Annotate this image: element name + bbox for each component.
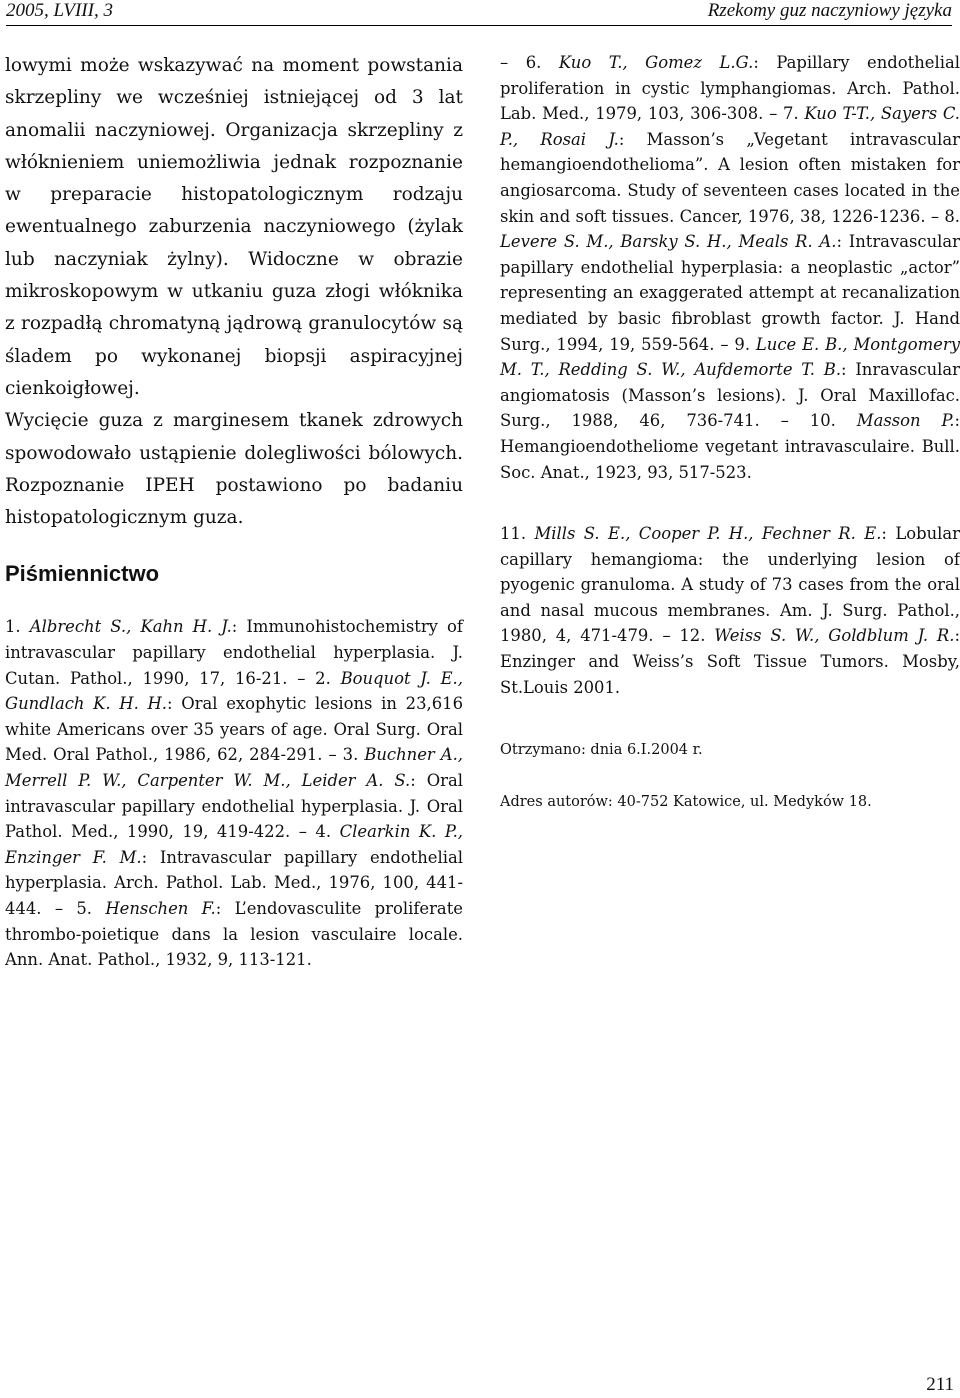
reference-list-right bbox=[500, 50, 960, 700]
reference-text: : Lobular capillary hemangioma: the underlying lesion of pyogenic granuloma. A study of 73 cases from the oral and nasal mucous membranes. Am. J. Surg. Pathol., 1980, 4, 471-479. bbox=[500, 524, 960, 646]
reference-number: – 6. bbox=[500, 53, 542, 72]
reference-block bbox=[500, 50, 960, 485]
body-paragraph: lowymi może wskazywać na moment powstania skrzepliny we wcześniej istniejącej od 3 lat anomalii naczyniowej. Organizacja skrzepliny z włóknieniem uniemożliwia jednak rozpoznanie w preparacie histopatologicznym rodzaju ewentualnego zaburzenia naczyniowego (żylak lub naczyniak żylny). Widoczne w obrazie mikroskopowym w utkaniu guza złogi włóknika z rozpadłą chromatyną jądrową granulocytów są śladem po wykonanej biopsji aspiracyjnej cienkoigłowej. bbox=[5, 55, 463, 399]
reference-block bbox=[500, 521, 960, 700]
reference-authors: Clearkin K. P., Enzinger F. M. bbox=[5, 822, 463, 867]
reference-number: – 7. bbox=[763, 104, 799, 124]
reference-authors: Buchner A., Merrell P. W., Carpenter W. M., Leider A. S. bbox=[5, 745, 463, 791]
article-short-title: Rzekomy guz naczyniowy języka bbox=[707, 0, 952, 21]
reference-authors: Bouquot J. E., Gundlach K. H. H. bbox=[5, 668, 463, 714]
reference-text: : Intravascular papillary endothelial hyperplasia. Arch. Pathol. Lab. Med., 1976, 100, 441-444. bbox=[5, 847, 463, 918]
body-text bbox=[5, 50, 463, 534]
reference-text: : Oral intravascular papillary endothelial hyperplasia. J. Oral Pathol. Med., 1990, 19, 419-422. bbox=[5, 771, 463, 842]
reference-block bbox=[5, 614, 463, 972]
reference-text: : Oral exophytic lesions in 23,616 white Americans over 35 years of age. Oral Surg. Oral Med. Oral Pathol., 1986, 62, 284-291. bbox=[5, 694, 463, 765]
reference-text: : L’endovasculite proliferate thrombo-poietique dans la lesion vasculaire locale. Ann. Anat. Pathol., 1932, 9, 113-121. bbox=[5, 898, 463, 970]
reference-text: : Papillary endothelial proliferation in cystic lymphangiomas. Arch. Pathol. Lab. Med., 1979, 103, 306-308. bbox=[500, 53, 960, 124]
reference-number: – 8. bbox=[925, 206, 960, 226]
reference-authors: Weiss S. W., Goldblum J. R. bbox=[714, 626, 955, 646]
reference-number: 1. bbox=[5, 617, 21, 637]
reference-text: : Masson’s „Vegetant intravascular hemangioendothelioma”. A lesion often mistaken for angiosarcoma. Study of seventeen cases located in the skin and soft tissues. Cancer, 1976, 38, 1226-1236. bbox=[500, 129, 960, 226]
reference-number: 11. bbox=[500, 524, 527, 544]
header-rule bbox=[6, 25, 952, 26]
reference-authors: Albrecht S., Kahn H. J. bbox=[29, 617, 232, 637]
body-paragraph: Wycięcie guza z marginesem tkanek zdrowych spowodowało ustąpienie dolegliwości bólowych. Rozpoznanie IPEH postawiono po badaniu histopatologicznym guza. bbox=[5, 410, 463, 529]
reference-number: – 3. bbox=[322, 745, 359, 765]
references-heading: Piśmiennictwo bbox=[5, 561, 160, 587]
reference-number: – 10. bbox=[759, 411, 836, 431]
reference-authors: Masson P. bbox=[856, 411, 955, 431]
reference-text: : Enzinger and Weiss’s Soft Tissue Tumors. Mosby, St.Louis 2001. bbox=[500, 626, 960, 697]
reference-text: : Intravascular papillary endothelial hyperplasia: a neoplastic „actor” representing an exaggerated attempt at recanalization mediated by basic fibroblast growth factor. J. Hand Surg., 1994, 19, 559-564. bbox=[500, 232, 960, 354]
left-column bbox=[5, 50, 463, 973]
reference-number: – 2. bbox=[287, 668, 331, 688]
reference-authors: Luce E. B., Montgomery M. T., Redding S. W., Aufdemorte T. B. bbox=[500, 334, 960, 380]
running-header bbox=[6, 0, 952, 30]
received-date: Otrzymano: dnia 6.I.2004 r. bbox=[500, 742, 703, 759]
reference-authors: Kuo T., Gomez L.G. bbox=[558, 53, 754, 72]
reference-text: : Immunohistochemistry of intravascular papillary endothelial hyperplasia. J. Cutan. Pathol., 1990, 17, 16-21. bbox=[5, 617, 463, 688]
reference-authors: Mills S. E., Cooper P. H., Fechner R. E. bbox=[534, 524, 882, 544]
reference-number: – 9. bbox=[714, 334, 751, 354]
reference-number: – 4. bbox=[290, 822, 332, 842]
page-number: 211 bbox=[926, 1374, 954, 1395]
right-column bbox=[500, 50, 960, 810]
journal-issue: 2005, LVIII, 3 bbox=[6, 0, 113, 21]
author-address: Adres autorów: 40-752 Katowice, ul. Medyków 18. bbox=[500, 794, 872, 811]
reference-authors: Henschen F. bbox=[105, 898, 216, 918]
reference-list-left bbox=[5, 614, 463, 972]
reference-text: : Hemangioendotheliome vegetant intravasculaire. Bull. Soc. Anat., 1923, 93, 517-523. bbox=[500, 411, 960, 482]
reference-text: : Inravascular angiomatosis (Masson’s lesions). J. Oral Maxillofac. Surg., 1988, 46, 736-741. bbox=[500, 360, 960, 431]
reference-number: – 5. bbox=[41, 898, 93, 918]
reference-number: – 12. bbox=[653, 626, 706, 646]
reference-authors: Levere S. M., Barsky S. H., Meals R. A. bbox=[500, 232, 837, 252]
reference-authors: Kuo T-T., Sayers C. P., Rosai J. bbox=[500, 104, 960, 149]
